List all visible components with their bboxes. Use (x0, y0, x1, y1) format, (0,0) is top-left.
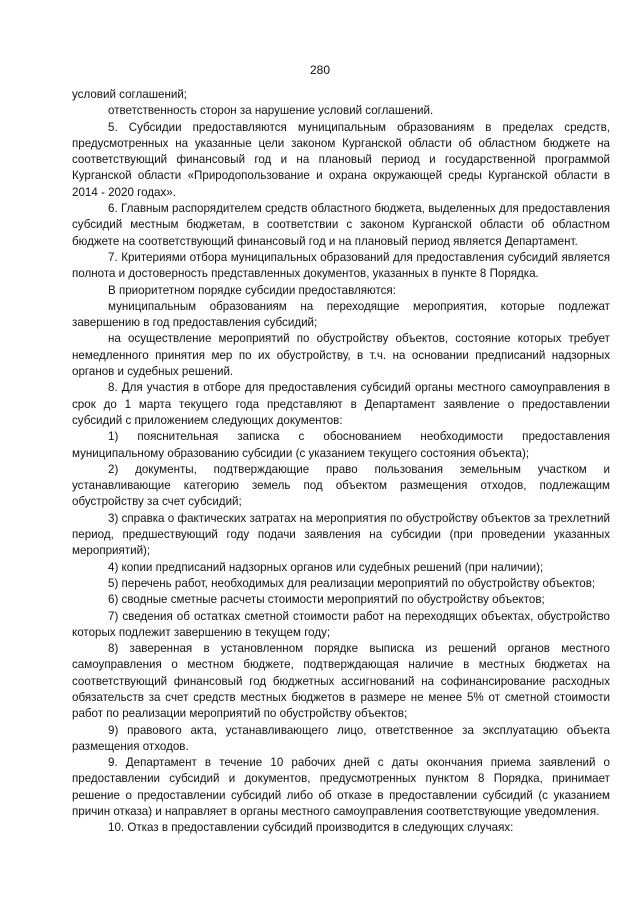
paragraph-clause-5: 5. Субсидии предоставляются муниципальным образованиям в пределах средств, предусмотренных на указанные цели законом Курганской области об областном бюджете на соответствующий финансовый год и на плановый период и государственной программой Курганской области «Природопользование и охрана окружающей среды Курганской области в 2014 - 2020 годах». (72, 120, 610, 199)
paragraph-clause-8: 8. Для участия в отборе для предоставления субсидий органы местного самоуправления в срок до 1 марта текущего года представляют в Департамент заявление о предоставлении субсидий с приложением следующих документов: (72, 381, 610, 427)
paragraph-priority-item-2: на осуществление мероприятий по обустройству объектов, состояние которых требует немедленного принятия мер по их обустройству, в т.ч. на основании предписаний надзорных органов и судебных решений. (72, 332, 610, 379)
paragraph-responsibility: ответственность сторон за нарушение условий соглашений. (108, 104, 434, 118)
paragraph-clause-9: 9. Департамент в течение 10 рабочих дней с даты окончания приема заявлений о предоставлении субсидий и документов, предусмотренных пунктом 8 Порядка, принимает решение о предоставлении субсидий либо об отказе в предоставлении субсидий (с указанием причин отказа) и направляет в органы местного самоуправления соответствующие уведомления. (72, 756, 610, 819)
list-item-9: 9) правового акта, устанавливающего лицо, ответственное за эксплуатацию объекта размещения отходов. (72, 723, 610, 753)
list-item-8: 8) заверенная в установленном порядке выписка из решений органов местного самоуправления о местном бюджете, подтверждающая наличие в местных бюджетах на соответствующий финансовый год бюджетных ассигнований на софинансирование расходных обязательств за счет средств местных бюджетов в размере не менее 5% от сметной стоимости работ по реализации мероприятий по обустройству объектов; (72, 642, 610, 721)
list-item-3: 3) справка о фактических затратах на мероприятия по обустройству объектов за трехлетний период, предшествующий году подачи заявления на субсидии (при проведении указанных мероприятий); (72, 511, 610, 558)
list-item-6: 6) сводные сметные расчеты стоимости мероприятий по обустройству объектов; (108, 593, 545, 607)
document-body (72, 87, 610, 837)
paragraph-priority-item-1: муниципальным образованиям на переходящие мероприятия, которые подлежат завершению в год предоставления субсидий; (72, 299, 610, 330)
list-item-7: 7) сведения об остатках сметной стоимости работ на переходящих объектах, обустройство которых подлежит завершению в текущем году; (72, 609, 610, 639)
page-number: 280 (309, 63, 331, 77)
paragraph-clause-6: 6. Главным распорядителем средств областного бюджета, выделенных для предоставления субсидий местным бюджетам, в соответствии с законом Курганской области об областном бюджете на соответствующий финансовый год и на плановый период является Департамент. (72, 202, 610, 248)
paragraph-priority-intro: В приоритетном порядке субсидии предоставляются: (108, 283, 396, 297)
paragraph-continuation: условий соглашений; (72, 88, 188, 101)
paragraph-clause-7: 7. Критериями отбора муниципальных образований для предоставления субсидий является полнота и достоверность представленных документов, указанных в пункте 8 Порядка. (72, 250, 610, 281)
list-item-4: 4) копии предписаний надзорных органов или судебных решений (при наличии); (108, 560, 544, 574)
list-item-1: 1) пояснительная записка с обоснованием необходимости предоставления муниципальному образованию субсидии (с указанием текущего состояния объекта); (72, 430, 610, 460)
paragraph-clause-10: 10. Отказ в предоставлении субсидий производится в следующих случаях: (108, 821, 514, 835)
list-item-5: 5) перечень работ, необходимых для реализации мероприятий по обустройству объектов; (108, 576, 596, 590)
list-item-2: 2) документы, подтверждающие право пользования земельным участком и устанавливающие категорию земель под объектом размещения отходов, подлежащим обустройству за счет субсидий; (72, 462, 610, 509)
